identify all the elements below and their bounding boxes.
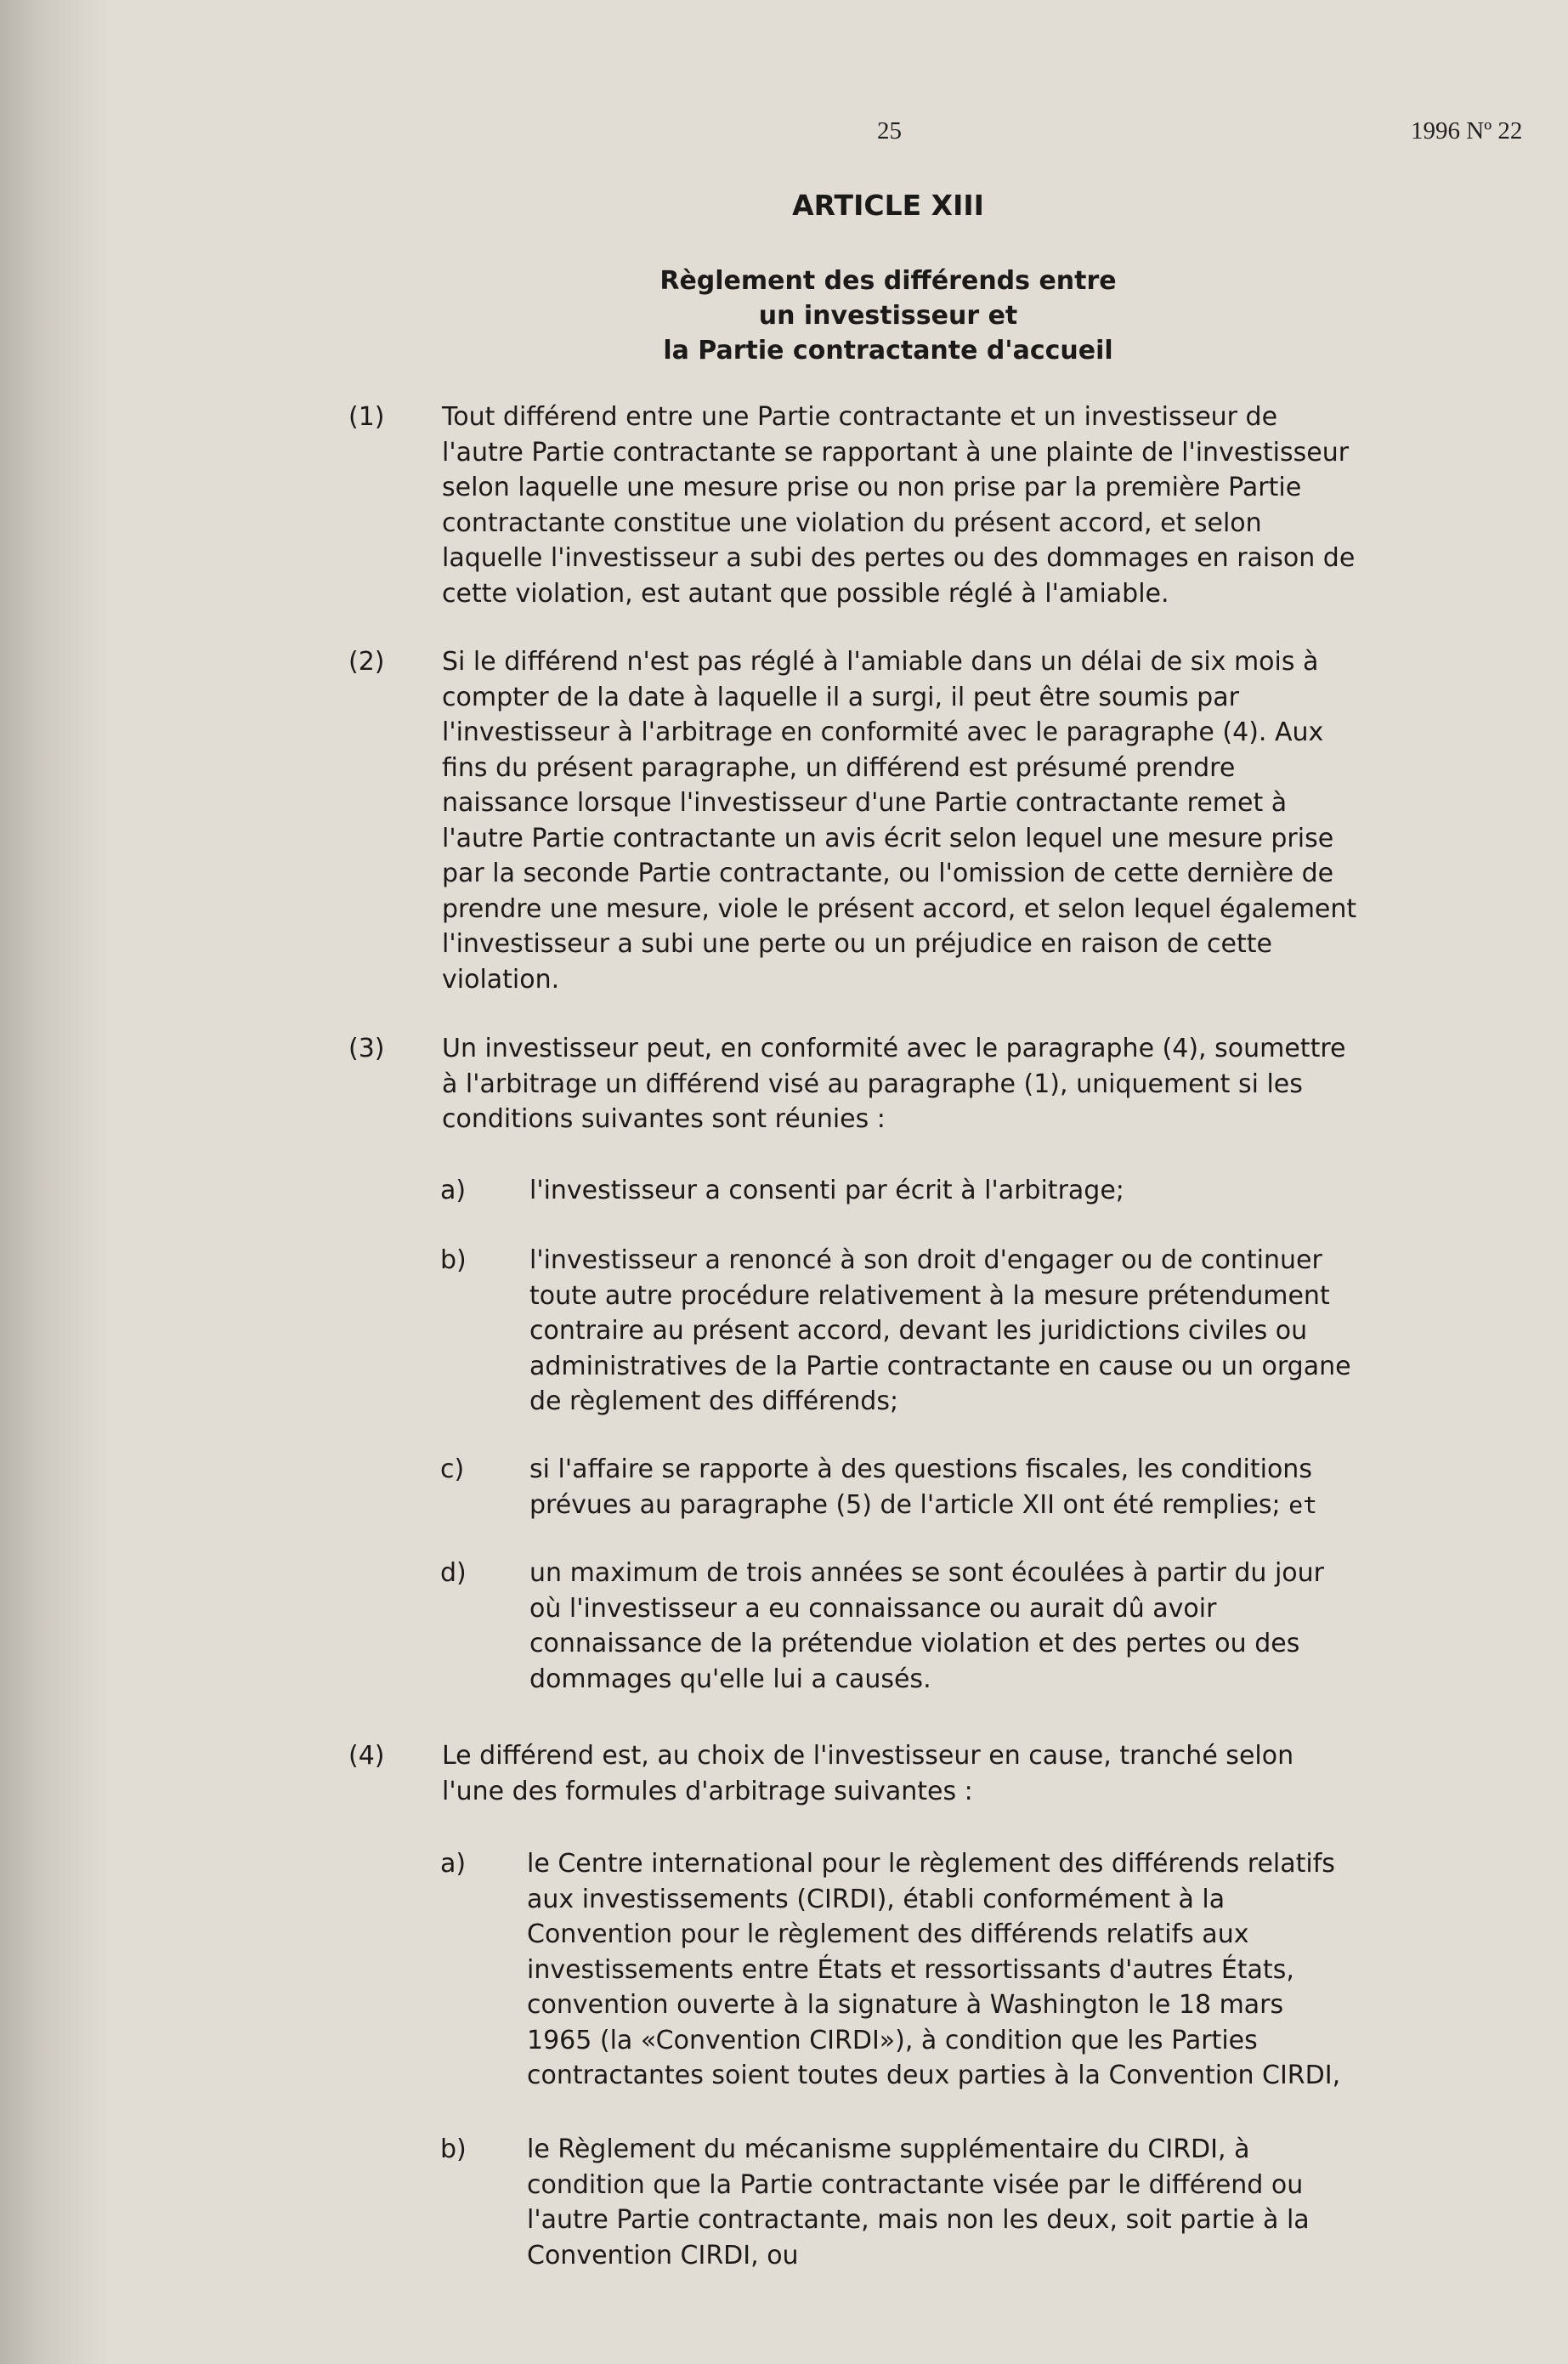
text-line: l'investisseur a renoncé à son droit d'engager ou de continuer <box>529 1245 1322 1275</box>
text-line: l'investisseur a subi une perte ou un préjudice en raison de cette <box>442 929 1272 959</box>
text-line: administratives de la Partie contractante en cause ou un organe <box>529 1351 1351 1381</box>
text-line: l'une des formules d'arbitrage suivantes : <box>442 1776 973 1806</box>
item-label: d) <box>440 1558 467 1588</box>
text-line: laquelle l'investisseur a subi des pertes ou des dommages en raison de <box>442 543 1356 573</box>
text-line <box>529 1488 1507 1523</box>
text-line: fins du présent paragraphe, un différend est présumé prendre <box>442 752 1236 783</box>
text-segment: prévues au paragraphe (5) de l'article XII ont été remplies; <box>529 1489 1281 1520</box>
item-text <box>529 1243 1507 1420</box>
text-line: Si le différend n'est pas réglé à l'amiable dans un délai de six mois à <box>442 647 1319 677</box>
text-line: Le différend est, au choix de l'investisseur en cause, tranché selon <box>442 1741 1294 1771</box>
text-line: contractante constitue une violation du présent accord, et selon <box>442 507 1262 538</box>
text-line: où l'investisseur a eu connaissance ou aurait dû avoir <box>529 1593 1217 1624</box>
paragraph-number: (1) <box>348 402 385 432</box>
item-text <box>529 1173 1507 1209</box>
text-line: selon laquelle une mesure prise ou non prise par la première Partie <box>442 473 1302 502</box>
paragraph-text <box>442 1738 1568 1809</box>
text-line: prendre une mesure, viole le présent accord, et selon lequel également <box>442 893 1357 924</box>
text-line: contraire au présent accord, devant les juridictions civiles ou <box>529 1316 1308 1346</box>
item-label: a) <box>440 1849 467 1879</box>
text-line: dommages qu'elle lui a causés. <box>529 1664 931 1694</box>
header-reference: 1996 Nº 22 <box>1411 117 1523 145</box>
item-label: c) <box>440 1454 465 1484</box>
text-line: naissance lorsque l'investisseur d'une Partie contractante remet à <box>442 788 1288 818</box>
text-line: le Centre international pour le règlement des différends relatifs <box>527 1849 1335 1879</box>
text-line: Convention pour le règlement des différends relatifs aux <box>527 1919 1249 1949</box>
text-line: Tout différend entre une Partie contractante et un investisseur de <box>442 402 1278 432</box>
paragraph-text <box>442 644 1568 997</box>
text-line: par la seconde Partie contractante, ou l'omission de cette dernière de <box>442 859 1334 888</box>
text-line: à l'arbitrage un différend visé au paragraphe (1), uniquement si les <box>442 1069 1303 1099</box>
text-line: l'autre Partie contractante se rapportant à une plainte de l'investisseur <box>442 437 1350 468</box>
article-subtitle <box>0 264 1568 368</box>
text-line: l'investisseur à l'arbitrage en conformité avec le paragraphe (4). Aux <box>442 717 1324 747</box>
item-text <box>527 1846 1504 2094</box>
subtitle-line: la Partie contractante d'accueil <box>663 336 1113 366</box>
paragraph-number: (2) <box>348 647 385 677</box>
text-line: violation. <box>442 964 560 995</box>
item-label: a) <box>440 1176 467 1205</box>
text-line: connaissance de la prétendue violation et des pertes ou des <box>529 1629 1300 1658</box>
paragraph-text <box>442 1031 1568 1137</box>
text-line: Un investisseur peut, en conformité avec le paragraphe (4), soumettre <box>442 1034 1346 1063</box>
conjunction-et: et <box>1288 1490 1317 1519</box>
text-line: un maximum de trois années se sont écoulées à partir du jour <box>529 1558 1325 1588</box>
page-number: 25 <box>877 117 902 145</box>
text-line: Convention CIRDI, ou <box>527 2240 799 2270</box>
text-line: conditions suivantes sont réunies : <box>442 1104 886 1134</box>
text-line: compter de la date à laquelle il a surgi, il peut être soumis par <box>442 682 1239 712</box>
item-label: b) <box>440 2134 467 2164</box>
text-line: aux investissements (CIRDI), établi conformément à la <box>527 1884 1226 1914</box>
paragraph-number: (3) <box>348 1034 385 1063</box>
text-line: l'autre Partie contractante, mais non les deux, soit partie à la <box>527 2205 1310 2235</box>
subtitle-line: un investisseur et <box>758 301 1018 331</box>
item-label: b) <box>440 1245 467 1275</box>
article-title: ARTICLE XIII <box>792 189 984 222</box>
text-line: l'investisseur a consenti par écrit à l'arbitrage; <box>529 1176 1124 1205</box>
item-text <box>529 1556 1507 1697</box>
text-line: le Règlement du mécanisme supplémentaire du CIRDI, à <box>527 2134 1250 2164</box>
paragraph-number: (4) <box>348 1741 385 1771</box>
text-line: cette violation, est autant que possible réglé à l'amiable. <box>442 578 1169 609</box>
subtitle-line: Règlement des différends entre <box>659 266 1117 296</box>
text-line: convention ouverte à la signature à Washington le 18 mars <box>527 1990 1284 2020</box>
text-line: toute autre procédure relativement à la mesure prétendument <box>529 1280 1330 1311</box>
text-line: investissements entre États et ressortissants d'autres États, <box>527 1954 1294 1985</box>
item-text <box>527 2132 1504 2273</box>
paragraph-text <box>442 400 1568 611</box>
text-line: de règlement des différends; <box>529 1386 899 1416</box>
text-line: si l'affaire se rapporte à des questions fiscales, les conditions <box>529 1454 1312 1484</box>
item-text <box>529 1452 1507 1522</box>
text-line: 1965 (la «Convention CIRDI»), à condition que les Parties <box>527 2025 1258 2055</box>
text-line: condition que la Partie contractante visée par le différend ou <box>527 2169 1304 2200</box>
text-line: contractantes soient toutes deux parties à la Convention CIRDI, <box>527 2061 1341 2090</box>
text-line: l'autre Partie contractante un avis écrit selon lequel une mesure prise <box>442 823 1334 853</box>
